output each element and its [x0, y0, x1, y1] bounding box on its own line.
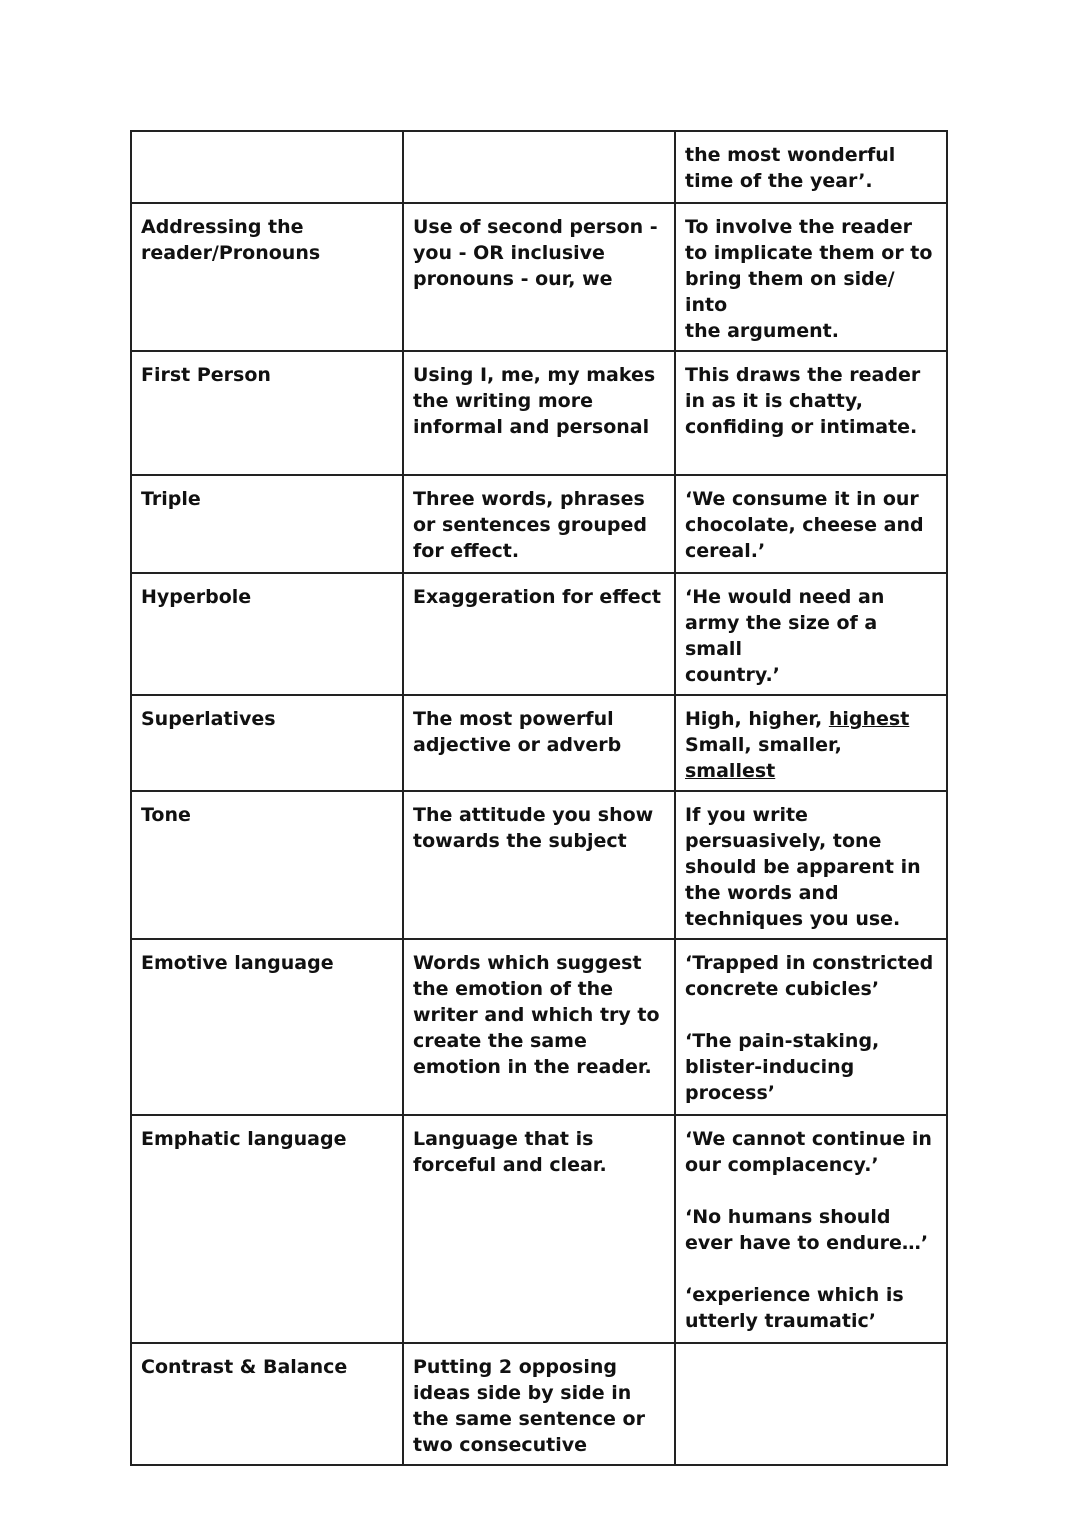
cell-technique: Addressing the reader/Pronouns — [131, 203, 403, 351]
cell-example: ‘We cannot continue in our complacency.’ ‘No humans should ever have to endure…’ ‘experience which is utterly traumatic’ — [675, 1115, 947, 1343]
cell-technique: Tone — [131, 791, 403, 939]
cell-definition: Use of second person - you - OR inclusive pronouns - our, we — [403, 203, 675, 351]
cell-technique: Triple — [131, 475, 403, 573]
table-row — [131, 1115, 947, 1343]
cell-definition: Exaggeration for effect — [403, 573, 675, 695]
cell-definition: Three words, phrases or sentences grouped for effect. — [403, 475, 675, 573]
cell-technique: Superlatives — [131, 695, 403, 791]
example-text: Small, smaller, — [685, 734, 842, 756]
cell-definition: Words which suggest the emotion of the writer and which try to create the same emotion in the reader. — [403, 939, 675, 1115]
underlined-word: highest — [828, 708, 910, 730]
cell-definition: The most powerful adjective or adverb — [403, 695, 675, 791]
cell-example: ‘We consume it in our chocolate, cheese and cereal.’ — [675, 475, 947, 573]
table-row — [131, 131, 947, 203]
table-row — [131, 475, 947, 573]
cell-technique: Emphatic language — [131, 1115, 403, 1343]
techniques-table — [130, 130, 948, 1466]
underlined-word: smallest — [685, 760, 776, 782]
table-row — [131, 573, 947, 695]
cell-technique: Emotive language — [131, 939, 403, 1115]
cell-technique — [131, 131, 403, 203]
table-row — [131, 939, 947, 1115]
cell-technique: First Person — [131, 351, 403, 475]
table-row — [131, 351, 947, 475]
cell-definition: Putting 2 opposing ideas side by side in the same sentence or two consecutive — [403, 1343, 675, 1465]
table-row — [131, 203, 947, 351]
cell-example — [675, 695, 947, 791]
cell-definition: Using I, me, my makes the writing more informal and personal — [403, 351, 675, 475]
cell-example: To involve the reader to implicate them or to bring them on side/ into the argument. — [675, 203, 947, 351]
cell-example: ‘He would need an army the size of a small country.’ — [675, 573, 947, 695]
cell-example: ‘Trapped in constricted concrete cubicles’ ‘The pain-staking, blister-inducing process’ — [675, 939, 947, 1115]
cell-example: This draws the reader in as it is chatty, confiding or intimate. — [675, 351, 947, 475]
cell-example: the most wonderful time of the year’. — [675, 131, 947, 203]
cell-technique: Contrast & Balance — [131, 1343, 403, 1465]
cell-definition: The attitude you show towards the subject — [403, 791, 675, 939]
cell-example — [675, 1343, 947, 1465]
cell-definition: Language that is forceful and clear. — [403, 1115, 675, 1343]
table-row — [131, 791, 947, 939]
cell-definition — [403, 131, 675, 203]
cell-technique: Hyperbole — [131, 573, 403, 695]
example-text: High, higher, — [685, 708, 829, 730]
table-row — [131, 1343, 947, 1465]
table-row — [131, 695, 947, 791]
cell-example: If you write persuasively, tone should be apparent in the words and techniques you use. — [675, 791, 947, 939]
